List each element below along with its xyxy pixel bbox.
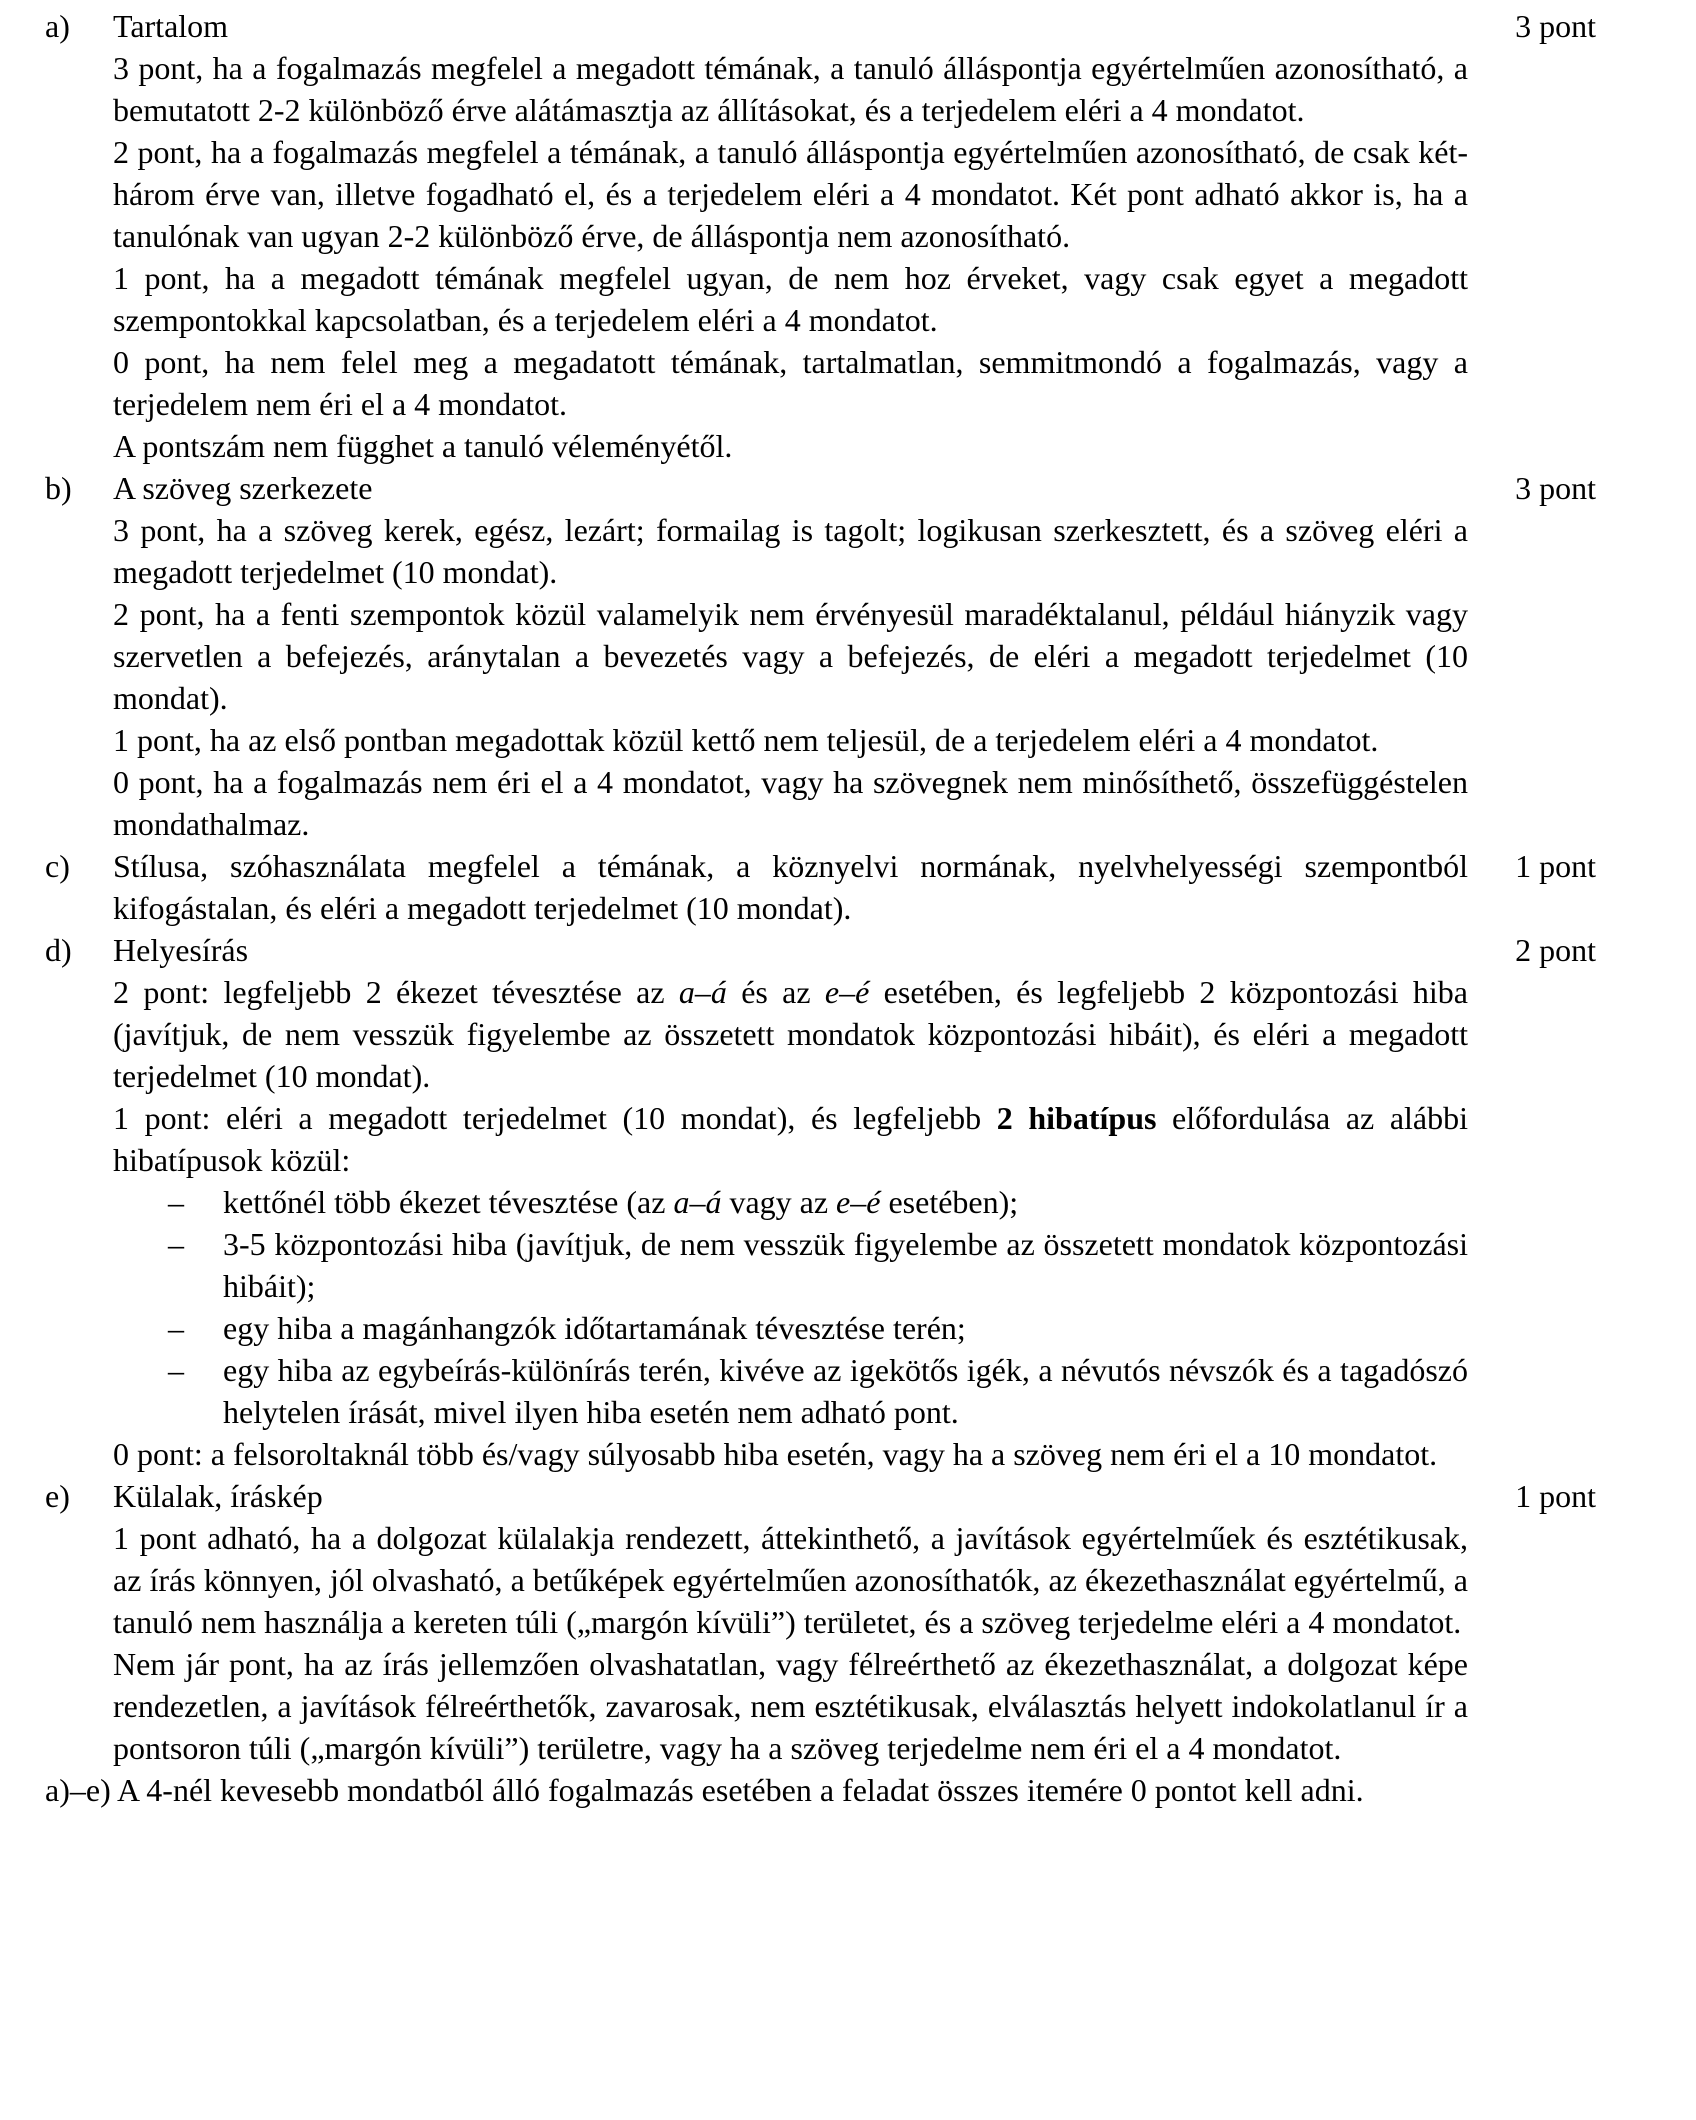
rubric-item-b: [45, 467, 1596, 845]
criterion-paragraph: 0 pont: a felsoroltaknál több és/vagy súlyosabb hiba esetén, vagy ha a szöveg nem éri el a 10 mondatot.: [113, 1436, 1438, 1472]
criterion-paragraph: 1 pont adható, ha a dolgozat külalakja rendezett, áttekinthető, a javítások egyértelműek és esztétikusak, az írás könnyen, jól olvasható, a betűképek egyértelműen azonosíthatók, az ékezethasználat egyértelmű, a tanuló nem használja a kereten túli („margón kívüli”) területet, és a szöveg terjedelme eléri a 4 mondatot.: [113, 1520, 1468, 1640]
item-body: [113, 1475, 1468, 1769]
text-run: kettőnél több ékezet tévesztése (az: [223, 1184, 674, 1220]
rubric-item-a: [45, 5, 1596, 467]
criterion-paragraph: Stílusa, szóhasználata megfelel a témának, a köznyelvi normának, nyelvhelyességi szempontból kifogástalan, és eléri a megadott terjedelmet (10 mondat).: [113, 848, 1468, 926]
rubric-item-d: [45, 929, 1596, 1475]
item-marker: b): [45, 470, 72, 506]
item-title: A szöveg szerkezete: [113, 470, 373, 506]
item-marker: e): [45, 1478, 70, 1514]
italic-letter-pair: e–é: [824, 974, 870, 1010]
item-marker: c): [45, 848, 70, 884]
item-body: [113, 845, 1468, 929]
criterion-paragraph: 0 pont, ha nem felel meg a megadatott témának, tartalmatlan, semmitmondó a fogalmazás, vagy a terjedelem nem éri el a 4 mondatot.: [113, 344, 1468, 422]
text-run: előfordulása az alábbi hibatípusok közül:: [113, 1100, 1469, 1178]
error-type-bullet: [168, 1181, 1468, 1223]
criterion-paragraph: 3 pont, ha a szöveg kerek, egész, lezárt; formailag is tagolt; logikusan szerkesztett, és a szöveg eléri a megadott terjedelmet (10 mondat).: [113, 512, 1468, 590]
criterion-paragraph: 1 pont, ha a megadott témának megfelel ugyan, de nem hoz érveket, vagy csak egyet a megadott szempontokkal kapcsolatban, és a terjedelem eléri a 4 mondatot.: [113, 260, 1468, 338]
criterion-paragraph: A pontszám nem függhet a tanuló véleményétől.: [113, 428, 733, 464]
italic-letter-pair: a–á: [673, 1184, 722, 1220]
item-points: 3 pont: [1515, 470, 1596, 506]
text-run: vagy az: [721, 1184, 837, 1220]
criterion-paragraph: 0 pont, ha a fogalmazás nem éri el a 4 mondatot, vagy ha szövegnek nem minősíthető, összefüggéstelen mondathalmaz.: [113, 764, 1468, 842]
text-run: 2 pont: legfeljebb 2 ékezet tévesztése az: [113, 974, 679, 1010]
item-points: 1 pont: [1515, 848, 1596, 884]
text-run: esetében);: [880, 1184, 1019, 1220]
item-title: Tartalom: [113, 8, 229, 44]
bullet-text: egy hiba a magánhangzók időtartamának tévesztése terén;: [223, 1310, 966, 1346]
criterion-paragraph: 2 pont, ha a fogalmazás megfelel a témának, a tanuló álláspontja egyértelműen azonosítható, de csak két-három érve van, illetve fogadható el, és a terjedelem eléri a 4 mondatot. Két pont adható akkor is, ha a tanulónak van ugyan 2-2 különböző érve, de álláspontja nem azonosítható.: [113, 134, 1468, 254]
item-marker: d): [45, 932, 72, 968]
item-points: 1 pont: [1515, 1478, 1596, 1514]
criterion-paragraph: 1 pont, ha az első pontban megadottak közül kettő nem teljesül, de a terjedelem eléri a 4 mondatot.: [113, 722, 1379, 758]
error-type-bullet: [168, 1307, 1468, 1349]
text-run: esetében, és legfeljebb 2 központozási hiba (javítjuk, de nem vesszük figyelembe az összetett mondatok központozási hibáit), és eléri a megadott terjedelmet (10 mondat).: [113, 974, 1469, 1094]
item-points: 2 pont: [1515, 932, 1596, 968]
error-type-bullet: [168, 1349, 1468, 1433]
bold-emphasis: 2 hibatípus: [996, 1100, 1157, 1136]
bullet-dash: –: [168, 1310, 184, 1346]
bullet-dash: –: [168, 1226, 184, 1262]
item-marker: a): [45, 8, 70, 44]
bullet-dash: –: [168, 1184, 184, 1220]
item-body: [113, 5, 1468, 467]
rubric-item-c: [45, 845, 1596, 929]
text-run: és az: [726, 974, 825, 1010]
item-title: Külalak, íráskép: [113, 1478, 323, 1514]
item-body: [113, 467, 1468, 845]
error-type-bullet: [168, 1223, 1468, 1307]
item-title: Helyesírás: [113, 932, 249, 968]
criterion-paragraph: [113, 1097, 1468, 1181]
criterion-paragraph: [113, 971, 1468, 1097]
bullet-text: 3-5 központozási hiba (javítjuk, de nem vesszük figyelembe az összetett mondatok központozási hibáit);: [223, 1226, 1468, 1304]
item-points: 3 pont: [1515, 8, 1596, 44]
rubric-item-e: [45, 1475, 1596, 1769]
bullet-text: [223, 1181, 1468, 1223]
criterion-paragraph: 3 pont, ha a fogalmazás megfelel a megadott témának, a tanuló álláspontja egyértelműen azonosítható, a bemutatott 2-2 különböző érve alátámasztja az állításokat, és a terjedelem eléri a 4 mondatot.: [113, 50, 1468, 128]
criterion-paragraph: 2 pont, ha a fenti szempontok közül valamelyik nem érvényesül maradéktalanul, például hiányzik vagy szervetlen a befejezés, aránytalan a bevezetés vagy a befejezés, de eléri a megadott terjedelmet (10 mondat).: [113, 596, 1468, 716]
item-body: [113, 929, 1468, 1475]
italic-letter-pair: e–é: [836, 1184, 881, 1220]
criterion-paragraph: Nem jár pont, ha az írás jellemzően olvashatatlan, vagy félreérthető az ékezethasználat, a dolgozat képe rendezetlen, a javítások félreérthetők, zavarosak, nem esztétikusak, elválasztás helyett indokolatlanul ír a pontsoron túli („margón kívüli”) területre, vagy ha a szöveg terjedelme nem éri el a 4 mondatot.: [113, 1646, 1468, 1766]
bullet-text: egy hiba az egybeírás-különírás terén, kivéve az igekötős igék, a névutós névszók és a tagadószó helytelen írását, mivel ilyen hiba esetén nem adható pont.: [223, 1352, 1468, 1430]
overall-note: a)–e) A 4-nél kevesebb mondatból álló fogalmazás esetében a feladat összes itemére 0 pontot kell adni.: [45, 1772, 1364, 1808]
italic-letter-pair: a–á: [678, 974, 727, 1010]
bullet-dash: –: [168, 1352, 184, 1388]
text-run: 1 pont: eléri a megadott terjedelmet (10 mondat), és legfeljebb: [113, 1100, 997, 1136]
